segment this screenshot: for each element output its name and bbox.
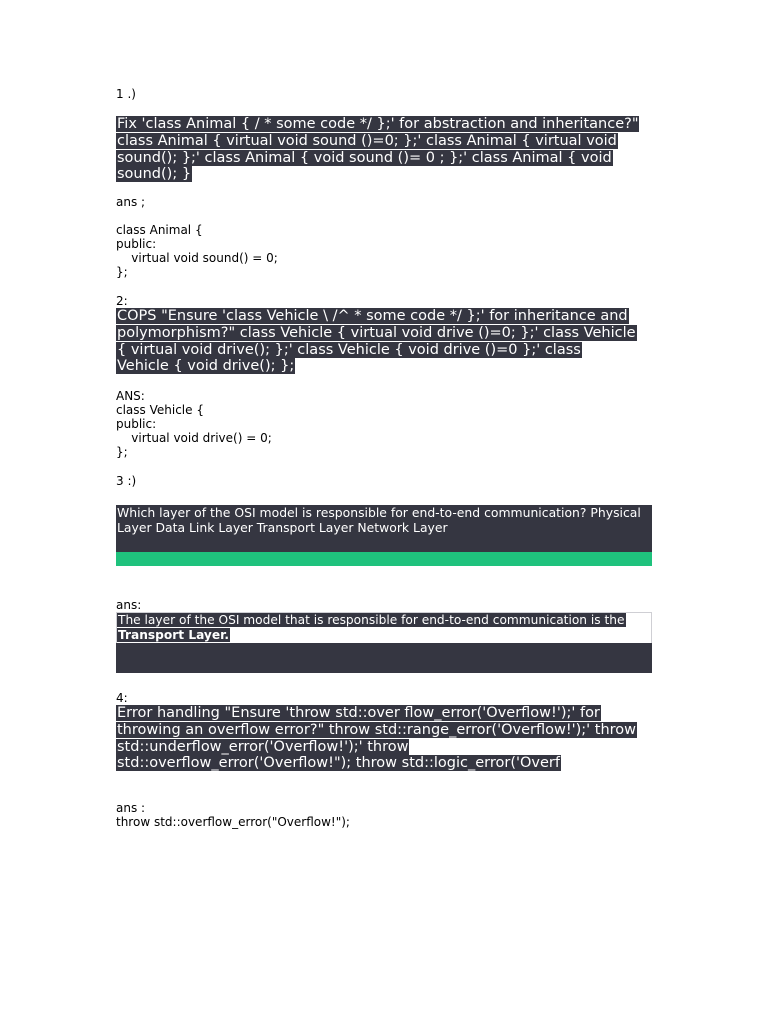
- q1-answer-label: ans ;: [116, 195, 146, 209]
- q1-number: 1 .): [116, 87, 136, 101]
- q3-answer-dark-band: [116, 643, 652, 673]
- q1-question: [116, 116, 656, 183]
- q3-answer-content: [117, 613, 653, 643]
- q1-answer-code: class Animal { public: virtual void sound() = 0; };: [116, 223, 278, 279]
- q3-number: 3 :): [116, 474, 137, 488]
- q4-number: 4:: [116, 691, 128, 705]
- q2-number: 2:: [116, 294, 128, 308]
- q4-question: [116, 705, 646, 772]
- q3-answer-label: ans:: [116, 598, 142, 612]
- q2-answer-code: class Vehicle { public: virtual void drive() = 0; };: [116, 403, 272, 459]
- q4-answer-label: ans :: [116, 801, 146, 815]
- q3-question-card: [116, 505, 652, 552]
- q1-question-text: Fix 'class Animal { / * some code */ };' for abstraction and inheritance?" class Animal { virtual void sound ()=0; };' class Animal { virtual void sound(); };' class Animal { void sound ()= 0 ; };' class Animal { void sound(); }: [117, 116, 639, 183]
- q3-answer-bold: Transport Layer.: [118, 628, 230, 642]
- q4-question-text: Error handling "Ensure 'throw std::over flow_error('Overflow!');' for throwing an overflow error?" throw std::range_error('Overflow!');' throw std::underflow_error('Overflow!');' throw std::overflow_error('Overflow!"); throw std::logic_error('Overf: [117, 705, 637, 772]
- q2-question-text: COPS "Ensure 'class Vehicle \ /^ * some code */ };' for inheritance and polymorphism?" class Vehicle { virtual void drive ()=0; };' class Vehicle { virtual void drive(); };' class Vehicle { void drive ()=0 };' class Vehicle { void drive(); };: [117, 308, 636, 375]
- q3-question-text: Which layer of the OSI model is responsible for end-to-end communication? Physical Layer Data Link Layer Transport Layer Network Layer: [117, 505, 641, 535]
- q2-question: [116, 308, 636, 375]
- q2-answer-label: ANS:: [116, 389, 145, 403]
- q3-answer-text: The layer of the OSI model that is responsible for end-to-end communication is the: [118, 613, 625, 627]
- q3-answer-box: [116, 612, 652, 673]
- q3-accent-bar: [116, 552, 652, 566]
- q4-answer-code: throw std::overflow_error("Overflow!");: [116, 815, 350, 829]
